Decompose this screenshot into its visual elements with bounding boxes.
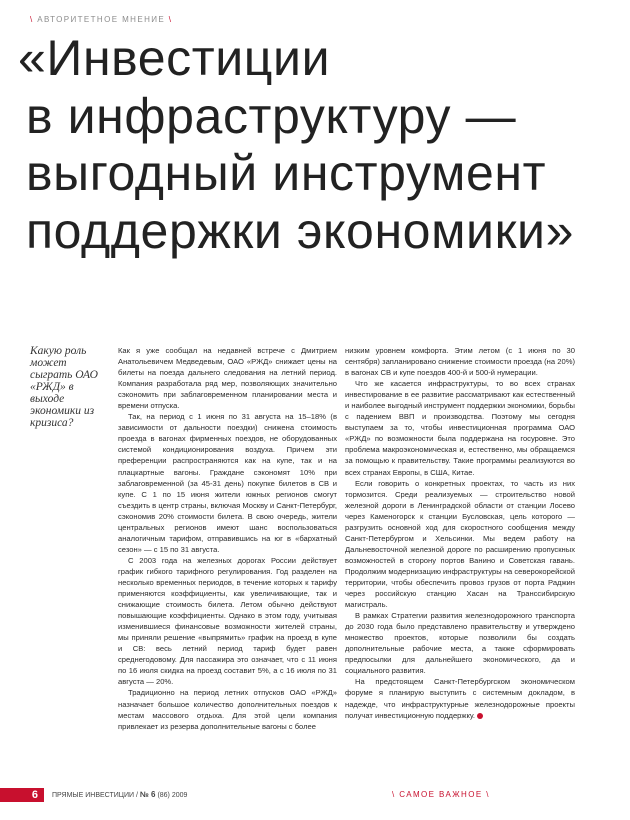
section-label	[392, 790, 490, 799]
headline-line: «Инвестиции	[18, 30, 331, 86]
paragraph: Что же касается инфраструктуры, то во всех странах инвестирование в ее развитие рассматривают как естественный и наиболее выгодный инструмент поддержки экономики, борьбы с падением ВВП и производства. Поэтому мы сегодня выступаем за то, чтобы инвестиционная программа ОАО «РЖД» по возможности была поддержана на госуровне. Это проблема макроэкономическая и, естественно, мы обращаемся за помощью к правительству. Такие программы реализуются во всех странах Европы, в США, Китае.	[345, 379, 575, 477]
section-slash-left: \	[392, 790, 396, 799]
paragraph: низким уровнем комфорта. Этим летом (с 1 июня по 30 сентября) запланировано снижение стоимости проезда (на 20%) в вагонах СВ и купе поездов 400-й и 500-й нумерации.	[345, 346, 575, 378]
paragraph: Традиционно на период летних отпусков ОАО «РЖД» назначает большое количество дополнительных поездов к местам массового отдыха. Для этой цели компания привлекает из резерва дополнительные вагоны с более	[118, 688, 337, 731]
article-column-1	[118, 345, 337, 732]
rubric-slash-right: \	[168, 15, 173, 24]
article-headline	[18, 30, 618, 260]
interview-question: Какую роль может сыграть ОАО «РЖД» в выходе экономики из кризиса?	[30, 345, 98, 429]
paragraph: Так, на период с 1 июня по 31 августа на 15–18% (в зависимости от дальности поездки) снижена стоимость проезда в вагонах фирменных поездов, не оборудованных системой кондиционирования воздуха. Причем эти преференции распространяются как на купе, так и на плацкартные вагоны. Граждане сэкономят 10% при заблаговременной (за 45-31 день) покупке билетов в СВ и купе. С 1 по 15 июня жители южных регионов смогут съездить в центр страны, включая Москву и Санкт-Петербург, сэкономив 20% стоимости билета. В свою очередь, жители центральных регионов имеют шанс воспользоваться аналогичным тарифом, отправившись на юг в «бархатный сезон» — с 15 по 31 августа.	[118, 412, 337, 554]
section-slash-right: \	[486, 790, 490, 799]
issue-number: № 6	[139, 790, 156, 799]
article-column-2	[345, 345, 575, 721]
paragraph-text: На предстоящем Санкт-Петербургском экономическом форуме я планирую выступить с системным докладом, в надежде, что инфраструктурные железнодорожные проекты получат инвестиционную поддержку.	[345, 677, 575, 720]
paragraph: С 2003 года на железных дорогах России действует график гибкого тарифного регулирования. Год разделен на несколько временных периодов, в течение которых к тарифу применяются коэффициенты, как увеличивающие, так и снижающие стоимость билета. Летом обычно действуют повышающие коэффициенты. Однако в этом году, учитывая изменившиеся финансовые возможности жителей страны, мы приняли решение «выпрямить» график на проезд в купе и СВ: весь летний период тариф будет равен среднегодовому. Для пассажира это означает, что с 11 июня по 16 июля скидка на проезд составит 5%, а с 16 июля по 31 августа — 20%.	[118, 555, 337, 687]
paragraph-last	[345, 676, 575, 720]
rubric-slash-left: \	[30, 15, 34, 24]
end-of-article-dot-icon	[477, 713, 483, 719]
publication-title: ПРЯМЫЕ ИНВЕСТИЦИИ /	[52, 792, 138, 799]
page-number: 6	[0, 788, 44, 802]
paragraph: Как я уже сообщал на недавней встрече с Дмитрием Анатольевичем Медведевым, ОАО «РЖД» снижает цены на билеты на поезда дальнего следования на летний период. Компания разработала ряд мер, позволяющих значительно сэкономить при заблаговременном планировании места и времени отпуска.	[118, 346, 337, 411]
rubric-label: АВТОРИТЕТНОЕ МНЕНИЕ	[37, 15, 166, 24]
rubric	[30, 15, 172, 24]
paragraph: Если говорить о конкретных проектах, то часть из них тормозится. Среди реализуемых — строительство новой железной дороги в Ленинградской области от станции Лосево через Каменогорск к станции Бусловская, цель которого — разгрузить основной ход для скоростного сообщения между Санкт-Петербургом и Хельсинки. Мы ведем работу на Дальневосточной железной дороге по расширению пропускных возможностей в сторону портов Ванино и Советская гавань. Продолжим модернизацию инфраструктуры на северокорейской территории, чтобы обеспечить провоз грузов от порта Раджин через российскую станцию Хасан на Транссибирскую магистраль.	[345, 478, 575, 610]
headline-line: выгодный инструмент	[26, 145, 547, 201]
publication-name	[52, 790, 187, 799]
paragraph: В рамках Стратегии развития железнодорожного транспорта до 2030 года было представлено правительству и утверждено множество проектов, которые позволили бы создать дополнительные рабочие места, а также сформировать предпосылки для дальнейшего экономического, да и социального развития.	[345, 611, 575, 676]
headline-line: поддержки экономики»	[26, 202, 574, 259]
section-title: САМОЕ ВАЖНОЕ	[399, 790, 483, 799]
issue-detail: (86) 2009	[157, 792, 188, 799]
headline-line: в инфраструктуру —	[26, 87, 517, 144]
